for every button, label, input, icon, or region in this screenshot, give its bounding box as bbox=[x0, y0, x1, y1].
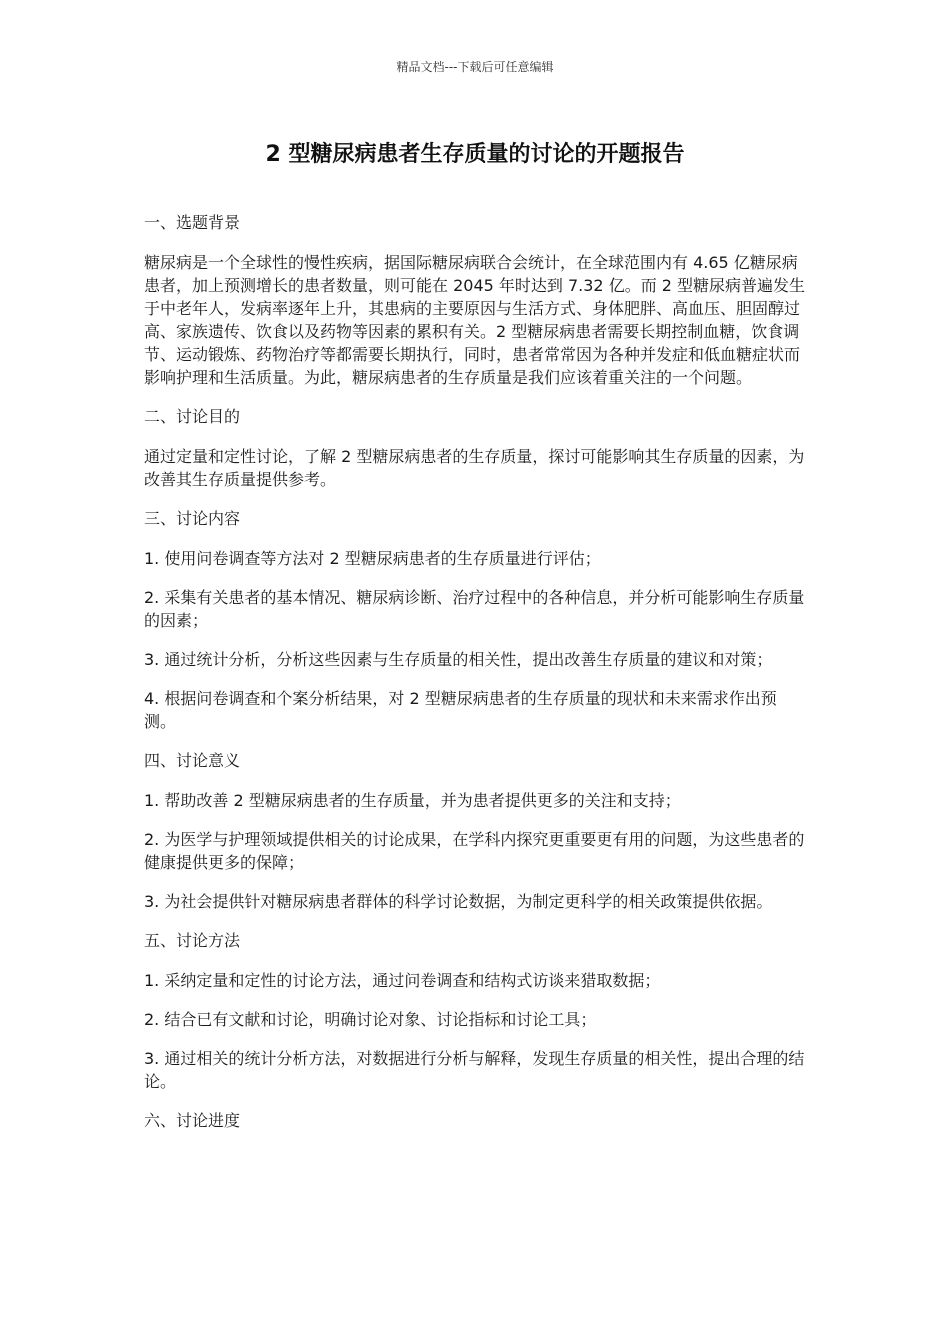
list-item: 2. 结合已有文献和讨论，明确讨论对象、讨论指标和讨论工具； bbox=[144, 1010, 597, 1029]
list-item: 2. 采集有关患者的基本情况、糖尿病诊断、治疗过程中的各种信息，并分析可能影响生存质量的因素； bbox=[144, 588, 805, 630]
section-heading-methods: 五、讨论方法 bbox=[144, 931, 241, 950]
document-body bbox=[144, 211, 808, 1149]
list-item: 3. 通过统计分析，分析这些因素与生存质量的相关性，提出改善生存质量的建议和对策； bbox=[144, 650, 773, 669]
section-heading-purpose: 二、讨论目的 bbox=[144, 407, 241, 426]
list-item: 1. 帮助改善 2 型糖尿病患者的生存质量，并为患者提供更多的关注和支持； bbox=[144, 791, 681, 810]
section-heading-background: 一、选题背景 bbox=[144, 213, 241, 232]
list-item: 3. 通过相关的统计分析方法，对数据进行分析与解释，发现生存质量的相关性，提出合理的结论。 bbox=[144, 1049, 805, 1091]
list-item: 2. 为医学与护理领域提供相关的讨论成果，在学科内探究更重要更有用的问题，为这些患者的健康提供更多的保障； bbox=[144, 830, 805, 872]
list-item: 4. 根据问卷调查和个案分析结果，对 2 型糖尿病患者的生存质量的现状和未来需求作出预测。 bbox=[144, 689, 777, 731]
paragraph-background: 糖尿病是一个全球性的慢性疾病，据国际糖尿病联合会统计，在全球范围内有 4.65 亿糖尿病患者，加上预测增长的患者数量，则可能在 2045 年时达到 7.32 亿。而 2 型糖尿病普遍发生于中老年人，发病率逐年上升，其患病的主要原因与生活方式、身体肥胖、高血压、胆固醇过高、家族遗传、饮食以及药物等因素的累积有关。2 型糖尿病患者需要长期控制血糖，饮食调节、运动锻炼、药物治疗等都需要长期执行，同时，患者常常因为各种并发症和低血糖症状而影响护理和生活质量。为此，糖尿病患者的生存质量是我们应该着重关注的一个问题。 bbox=[144, 253, 806, 387]
document-title: 2 型糖尿病患者生存质量的讨论的开题报告 bbox=[265, 142, 685, 167]
section-heading-significance: 四、讨论意义 bbox=[144, 751, 241, 770]
section-heading-content: 三、讨论内容 bbox=[144, 509, 241, 528]
paragraph-purpose: 通过定量和定性讨论，了解 2 型糖尿病患者的生存质量，探讨可能影响其生存质量的因素，为改善其生存质量提供参考。 bbox=[144, 447, 805, 489]
list-item: 1. 采纳定量和定性的讨论方法，通过问卷调查和结构式访谈来猎取数据； bbox=[144, 971, 661, 990]
list-item: 3. 为社会提供针对糖尿病患者群体的科学讨论数据，为制定更科学的相关政策提供依据。 bbox=[144, 892, 773, 911]
list-item: 1. 使用问卷调查等方法对 2 型糖尿病患者的生存质量进行评估； bbox=[144, 549, 601, 568]
page-header-note: 精品文档---下载后可任意编辑 bbox=[396, 60, 554, 74]
section-heading-progress: 六、讨论进度 bbox=[144, 1111, 241, 1130]
